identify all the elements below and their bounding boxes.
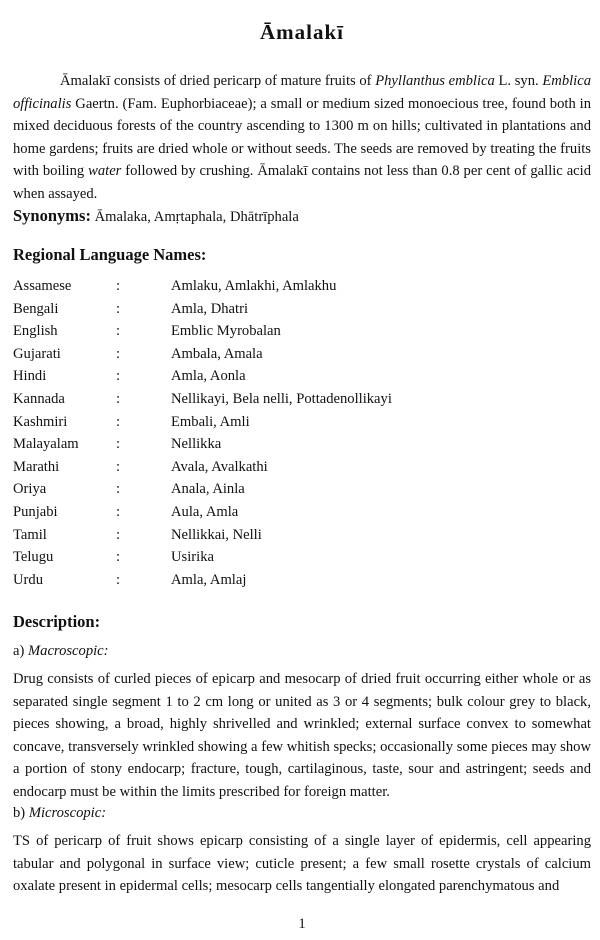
subheading-label: Microscopic: [28, 805, 107, 821]
separator-colon: : [116, 300, 121, 317]
synonyms-value: Āmalaka, Amṛtaphala, Dhātrīphala [94, 209, 299, 225]
separator-colon: : [116, 390, 121, 407]
synonyms-label: Synonyms: [13, 206, 91, 225]
language-name: Oriya [13, 481, 47, 498]
language-value: Nellikayi, Bela nelli, Pottadenollikayi [171, 390, 392, 407]
language-value: Embali, Amli [171, 413, 250, 430]
language-value: Aula, Amla [171, 503, 239, 520]
language-name: Malayalam [13, 436, 79, 453]
language-row [13, 501, 591, 524]
intro-text: followed by crushing. Āmalakī contains not less than 0.8 per cent of gallic acid when assayed. [13, 163, 591, 202]
microscopic-paragraph: TS of pericarp of fruit shows epicarp consisting of a single layer of epidermis, cell appearing tabular and polygonal in surface view; cuticle present; a few small rosette crystals of calcium oxalate present in epidermal cells; mesocarp cells tangentially elongated parenchymatous and [13, 833, 591, 895]
language-name: Telugu [13, 549, 54, 566]
language-value: Emblic Myrobalan [171, 323, 281, 340]
microscopic-subheading [13, 805, 106, 822]
language-value: Nellikkai, Nelli [171, 526, 262, 543]
separator-colon: : [116, 481, 121, 498]
description-heading: Description: [13, 612, 101, 631]
separator-colon: : [116, 278, 121, 294]
language-name: Marathi [13, 458, 60, 475]
language-value: Ambala, Amala [171, 345, 263, 362]
language-name: Urdu [13, 571, 43, 588]
language-name: English [13, 323, 58, 340]
language-name: Tamil [13, 526, 47, 543]
synonyms-line [13, 206, 299, 226]
language-row [13, 343, 591, 366]
separator-colon: : [116, 503, 121, 520]
language-name: Assamese [13, 278, 72, 294]
separator-colon: : [116, 549, 121, 566]
macroscopic-subheading [13, 643, 109, 660]
separator-colon: : [116, 571, 121, 588]
intro-text: Gaertn. (Fam. Euphorbiaceae); a small or medium sized monoecious tree, found both in mixed deciduous forests of the country ascending to 1300 m on hills; cultivated in plantations and home gardens; fruits are dried whole or without seeds. The seeds are removed by treating the fruits with boiling [13, 95, 591, 180]
language-row [13, 569, 591, 592]
separator-colon: : [116, 458, 121, 475]
intro-text: L. syn. [494, 73, 543, 89]
separator-colon: : [116, 368, 121, 385]
language-name: Hindi [13, 368, 47, 385]
intro-text: Āmalakī consists of dried pericarp of mature fruits of [60, 73, 376, 89]
language-row [13, 411, 591, 434]
language-row [13, 546, 591, 569]
page-number: 1 [298, 916, 306, 932]
language-name: Punjabi [13, 503, 58, 520]
language-name: Kannada [13, 390, 65, 407]
language-row [13, 388, 591, 411]
language-row [13, 365, 591, 388]
intro-paragraph [13, 70, 591, 206]
language-name: Gujarati [13, 345, 61, 362]
separator-colon: : [116, 345, 121, 362]
language-row [13, 478, 591, 501]
language-name: Bengali [13, 300, 59, 317]
subheading-label: Macroscopic: [28, 643, 109, 659]
subheading-prefix: b) [13, 805, 29, 821]
language-value: Avala, Avalkathi [171, 458, 268, 475]
separator-colon: : [116, 436, 121, 453]
language-row [13, 456, 591, 479]
language-row [13, 524, 591, 547]
separator-colon: : [116, 323, 121, 340]
intro-species-name: Phyllanthus emblica [375, 73, 495, 89]
page-title: Āmalakī [259, 20, 344, 44]
language-value: Usirika [171, 549, 214, 566]
language-value: Amla, Dhatri [171, 300, 249, 317]
regional-names-list [13, 275, 591, 591]
macroscopic-paragraph: Drug consists of curled pieces of epicarp and mesocarp of dried fruit occurring either whole or as separated single segment 1 to 2 cm long or united as 3 or 4 segments; bulk colour grey to black, pieces showing, a broad, highly shrivelled and wrinkled; external surface convex to somewhat concave, transversely wrinkled showing a few whitish specks; occasionally some pieces may show a portion of stony endocarp; fracture, tough, cartilaginous, taste, sour and astringent; seeds and endocarp must be within the limits prescribed for foreign matter. [13, 671, 591, 800]
language-value: Amla, Aonla [171, 368, 246, 385]
language-value: Amla, Amlaj [171, 571, 247, 588]
separator-colon: : [116, 413, 121, 430]
language-value: Anala, Ainla [171, 481, 245, 498]
language-value: Nellikka [171, 436, 222, 453]
intro-italic-word: water [88, 163, 122, 180]
language-row [13, 320, 591, 343]
language-row [13, 433, 591, 456]
subheading-prefix: a) [13, 643, 28, 659]
language-value: Amlaku, Amlakhi, Amlakhu [171, 278, 337, 294]
separator-colon: : [116, 526, 121, 543]
language-name: Kashmiri [13, 413, 68, 430]
intro-synonym-name: Emblica officinalis [13, 73, 591, 112]
language-row [13, 298, 591, 321]
language-row [13, 275, 591, 298]
regional-names-heading: Regional Language Names: [13, 245, 207, 264]
